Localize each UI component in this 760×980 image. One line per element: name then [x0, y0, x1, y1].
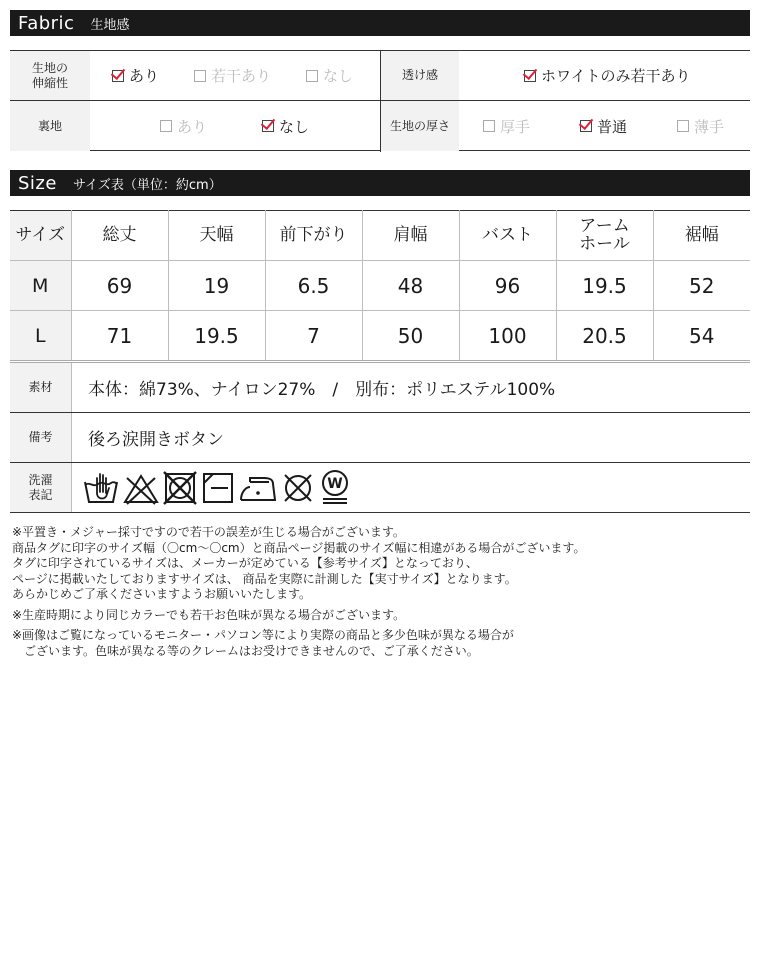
col-header-front-drop: 前下がり — [265, 211, 362, 261]
size-row-l — [10, 311, 750, 361]
lining-option-yes[interactable] — [160, 101, 207, 151]
stretch-option-no[interactable] — [306, 51, 353, 100]
hand-wash-icon — [82, 470, 120, 506]
iron-low-icon — [238, 470, 278, 506]
size-col-header: サイズ — [10, 211, 71, 261]
care-label-line2: 表記 — [28, 487, 53, 502]
checkbox-icon — [677, 120, 689, 132]
table-cell: 96 — [459, 261, 556, 311]
disclaimer-notes — [12, 525, 748, 659]
table-cell: 19.5 — [168, 311, 265, 361]
size-label-m: M — [10, 261, 71, 311]
table-cell: 19.5 — [556, 261, 653, 311]
lining-option-no-label: なし — [279, 117, 310, 136]
table-cell: 100 — [459, 311, 556, 361]
checkbox-checked-icon — [262, 120, 274, 132]
lining-label-text: 裏地 — [37, 118, 62, 133]
armhole-line1: アーム — [579, 215, 630, 236]
thickness-option-normal-label: 普通 — [597, 117, 628, 136]
sheer-label — [381, 51, 459, 100]
lining-label — [10, 101, 90, 151]
checkbox-icon — [306, 70, 318, 82]
stretch-label-line2: 伸縮性 — [31, 75, 68, 90]
thickness-option-thick[interactable] — [483, 101, 530, 151]
fabric-title-ja: 生地感 — [90, 17, 130, 33]
table-cell: 50 — [362, 311, 459, 361]
table-cell: 48 — [362, 261, 459, 311]
table-cell: 20.5 — [556, 311, 653, 361]
note-line: あらかじめご了承くださいますようお願いいたします。 — [12, 587, 312, 601]
sheer-label-text: 透け感 — [401, 68, 438, 82]
col-header-bust: バスト — [459, 211, 556, 261]
wet-clean-icon — [318, 469, 352, 507]
size-table — [10, 210, 750, 361]
info-table — [10, 360, 750, 513]
stretch-option-slight-label: 若干あり — [211, 67, 272, 85]
thickness-label-text: 生地の厚さ — [389, 118, 450, 133]
material-row — [10, 363, 750, 413]
fabric-table — [10, 50, 750, 151]
material-label: 素材 — [10, 363, 72, 412]
checkbox-icon — [194, 70, 206, 82]
thickness-option-thick-label: 厚手 — [500, 117, 531, 136]
thickness-option-thin-label: 薄手 — [694, 117, 725, 136]
table-cell: 69 — [71, 261, 168, 311]
note-line: タグに印字されているサイズは、メーカーが定めている【参考サイズ】となっており、 — [12, 556, 478, 570]
table-cell: 19 — [168, 261, 265, 311]
notes-label: 備考 — [10, 413, 72, 462]
wet-clean-letter: W — [327, 475, 343, 492]
care-icons — [72, 463, 352, 512]
stretch-label-line1: 生地の — [31, 60, 68, 75]
table-cell: 54 — [653, 311, 750, 361]
checkbox-icon — [483, 120, 495, 132]
col-header-neck-width: 天幅 — [168, 211, 265, 261]
table-cell: 52 — [653, 261, 750, 311]
size-table-header-row — [10, 211, 750, 261]
note-line: ページに掲載いたしておりますサイズは、 商品を実際に計測した【実寸サイズ】となります。 — [12, 571, 517, 586]
stretch-option-yes[interactable] — [112, 51, 159, 100]
col-header-hem-width: 裾幅 — [653, 211, 750, 261]
care-label-line1: 洗濯 — [28, 472, 53, 487]
material-value: 本体：綿73%、ナイロン27% / 別布：ポリエステル100% — [88, 380, 556, 400]
notes-value: 後ろ涙開きボタン — [88, 430, 224, 450]
checkbox-checked-icon — [112, 70, 124, 82]
lining-option-yes-label: あり — [177, 117, 208, 136]
sheer-option-white-slight[interactable] — [524, 51, 691, 100]
stretch-option-yes-label: あり — [129, 67, 160, 85]
care-label — [10, 463, 72, 512]
thickness-option-normal[interactable] — [580, 101, 627, 151]
lining-option-no[interactable] — [262, 101, 309, 151]
size-label-l: L — [10, 311, 71, 361]
col-header-armhole — [556, 211, 653, 261]
table-cell: 6.5 — [265, 261, 362, 311]
armhole-line2: ホール — [579, 233, 630, 254]
stretch-option-no-label: なし — [323, 67, 354, 85]
no-tumble-dry-icon — [162, 470, 198, 506]
checkbox-checked-icon — [524, 70, 536, 82]
thickness-label — [381, 101, 459, 151]
no-bleach-icon — [122, 470, 160, 506]
table-cell: 7 — [265, 311, 362, 361]
care-row — [10, 463, 750, 513]
size-title-ja: サイズ表（単位：約cm） — [72, 177, 222, 193]
note-line: ※画像はご覧になっているモニター・パソコン等により実際の商品と多少色味が異なる場合が — [12, 628, 514, 642]
stretch-label — [10, 51, 90, 100]
fabric-divider — [380, 51, 381, 152]
note-line: 商品タグに印字のサイズ幅（〇cm〜〇cm）と商品ページ掲載のサイズ幅に相違がある場合がございます。 — [12, 540, 586, 555]
fabric-header-bar — [10, 10, 750, 36]
col-header-length: 総丈 — [71, 211, 168, 261]
note-line: ※平置き・メジャー採寸ですので若干の誤差が生じる場合がございます。 — [12, 525, 405, 539]
sheer-option-label: ホワイトのみ若干あり — [541, 67, 691, 85]
thickness-option-thin[interactable] — [677, 101, 724, 151]
note-line: ※生産時期により同じカラーでも若干お色味が異なる場合がございます。 — [12, 607, 406, 622]
no-dry-clean-icon — [280, 470, 316, 506]
checkbox-checked-icon — [580, 120, 592, 132]
checkbox-icon — [160, 120, 172, 132]
notes-row — [10, 413, 750, 463]
flat-dry-shade-icon — [200, 470, 236, 506]
fabric-title-en: Fabric — [18, 12, 75, 34]
size-header-bar — [10, 170, 750, 196]
col-header-shoulder: 肩幅 — [362, 211, 459, 261]
table-cell: 71 — [71, 311, 168, 361]
note-line: ございます。色味が異なる等のクレームはお受けできませんので、ご了承ください。 — [12, 643, 479, 658]
size-title-en: Size — [18, 172, 57, 194]
stretch-option-slight[interactable] — [194, 51, 271, 100]
size-row-m — [10, 261, 750, 311]
